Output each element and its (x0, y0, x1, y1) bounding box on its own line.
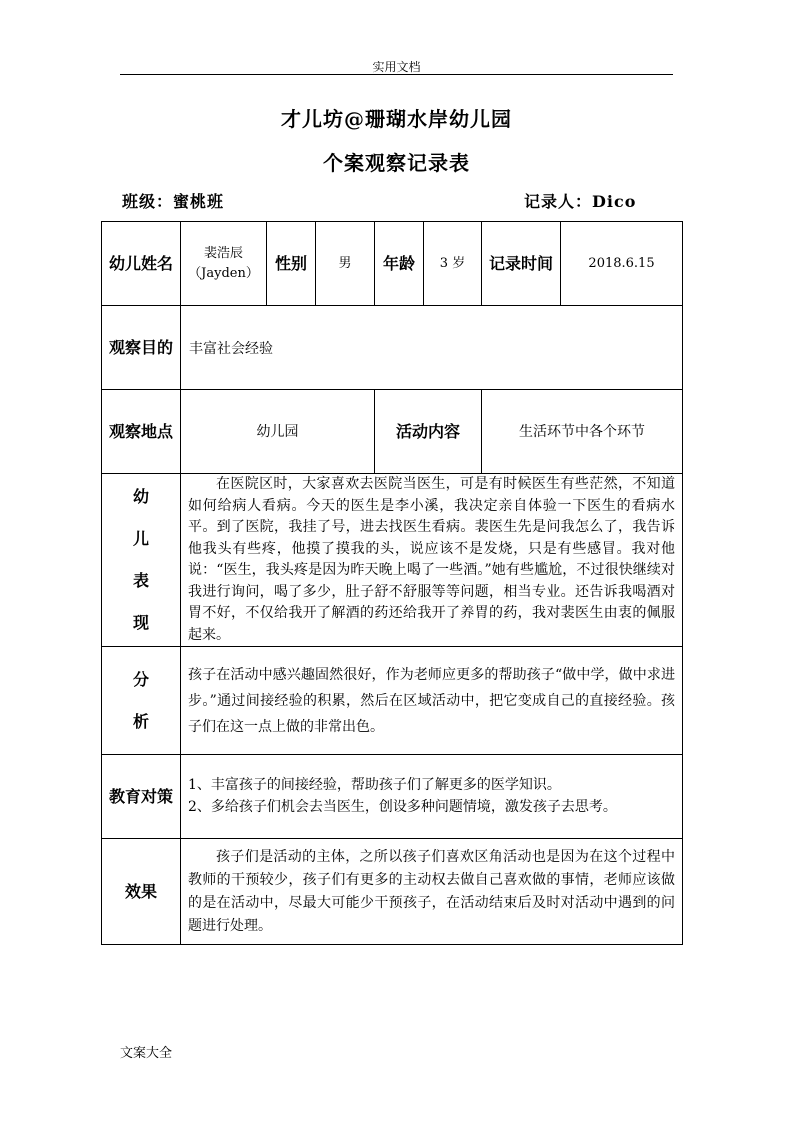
analysis-label-char: 分 (132, 669, 149, 689)
strategy-row (102, 755, 683, 839)
performance-label-char: 表 (132, 571, 149, 590)
child-name-value: 裴浩辰 (203, 245, 243, 261)
purpose-label: 观察目的 (102, 306, 181, 390)
effect-row (102, 839, 683, 945)
record-time-label: 记录时间 (482, 222, 561, 306)
place-label: 观察地点 (102, 390, 181, 474)
effect-text: 孩子们是活动的主体，之所以孩子们喜欢区角活动也是因为在这个过程中教师的干预较少，孩子们有更多的主动权去做自己喜欢做的事情，老师应该做的是在活动中，尽最大可能少干预孩子，在活动结束后及时对活动中遇到的问题进行处理。 (181, 839, 683, 945)
purpose-value: 丰富社会经验 (181, 306, 683, 390)
performance-label-char: 儿 (132, 529, 149, 548)
recorder-label: 记录人：Dico (524, 192, 637, 211)
effect-label: 效果 (102, 839, 181, 945)
header-divider (120, 74, 673, 75)
place-row (102, 390, 683, 474)
child-name-english: （Jayden） (188, 265, 259, 281)
performance-label (102, 474, 181, 647)
performance-text: 在医院区时，大家喜欢去医院当医生，可是有时候医生有些茫然，不知道如何给病人看病。今天的医生是李小溪，我决定亲自体验一下医生的看病水平。到了医院，我挂了号，进去找医生看病。裴医生先是问我怎么了，我告诉他我头有些疼，他摸了摸我的头，说应该不是发烧，只是有些感冒。我对他说：“医生，我头疼是因为昨天晚上喝了一些酒。”她有些尴尬，不过很快继续对我进行询问，喝了多少，肚子舒不舒服等等问题，相当专业。还告诉我喝酒对胃不好，不仅给我开了解酒的药还给我开了养胃的药，我对裴医生由衷的佩服起来。 (181, 474, 683, 647)
performance-label-char: 幼 (132, 487, 149, 506)
info-row (102, 222, 683, 306)
performance-label-char: 现 (132, 613, 149, 632)
analysis-label (102, 647, 181, 755)
purpose-row (102, 306, 683, 390)
strategy-item: 2、多给孩子们机会去当医生，创设多种问题情境，激发孩子去思考。 (188, 798, 617, 815)
school-title: 才儿坊@珊瑚水岸幼儿园 (281, 107, 512, 131)
class-label: 班级：蜜桃班 (122, 192, 225, 211)
analysis-text: 孩子在活动中感兴趣固然很好，作为老师应更多的帮助孩子“做中学，做中求进步。”通过间接经验的积累，然后在区域活动中，把它变成自己的直接经验。孩子们在这一点上做的非常出色。 (181, 647, 683, 755)
analysis-row (102, 647, 683, 755)
gender-label: 性别 (267, 222, 316, 306)
observation-table (101, 221, 683, 945)
strategy-item: 1、丰富孩子的间接经验，帮助孩子们了解更多的医学知识。 (188, 777, 561, 793)
gender-value: 男 (316, 222, 375, 306)
place-value: 幼儿园 (181, 390, 375, 474)
form-title: 个案观察记录表 (323, 151, 470, 175)
child-name-cell (181, 222, 267, 306)
strategy-cell (181, 755, 683, 839)
strategy-label: 教育对策 (102, 755, 181, 839)
content-label: 活动内容 (375, 390, 482, 474)
age-value: 3 岁 (424, 222, 482, 306)
analysis-label-char: 析 (132, 711, 149, 731)
performance-row (102, 474, 683, 647)
record-time-value: 2018.6.15 (561, 222, 683, 306)
content-value: 生活环节中各个环节 (482, 390, 683, 474)
page-header: 实用文档 (372, 60, 421, 74)
age-label: 年龄 (375, 222, 424, 306)
child-name-label: 幼儿姓名 (102, 222, 181, 306)
page-footer: 文案大全 (120, 1046, 173, 1061)
